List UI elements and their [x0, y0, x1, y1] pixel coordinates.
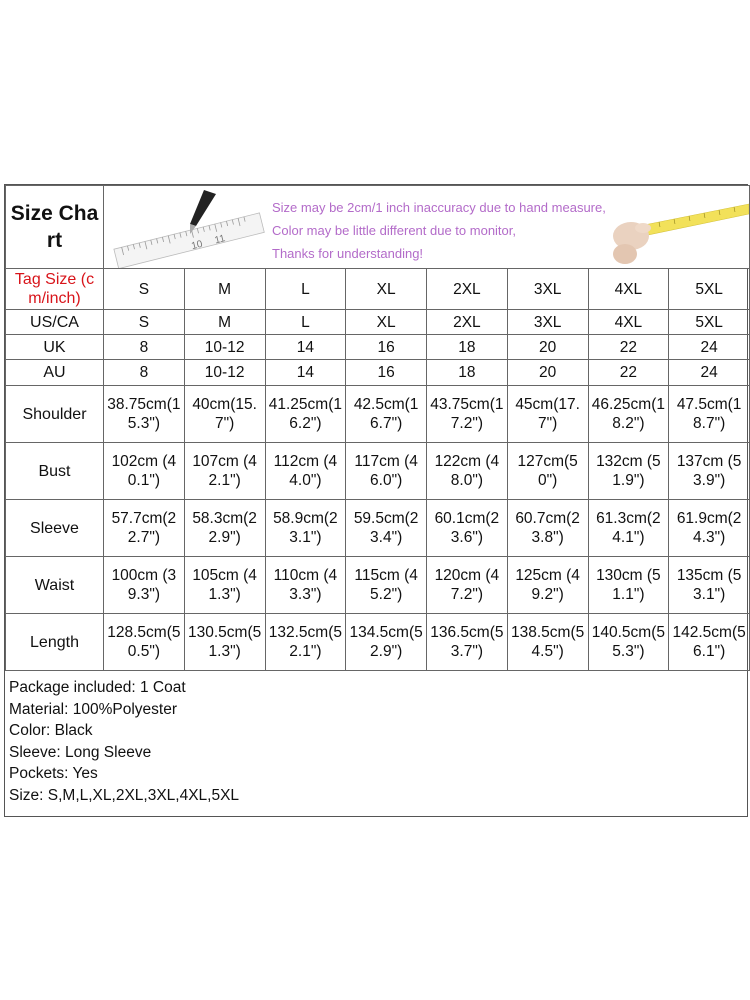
table-cell: 3XL	[507, 310, 588, 335]
table-cell: 22	[588, 360, 669, 386]
table-cell: 14	[265, 335, 346, 360]
row-label: UK	[6, 335, 104, 360]
measurement-notes	[272, 196, 606, 265]
ruler-number-10: 10	[190, 238, 204, 253]
header-row	[6, 186, 750, 269]
tape-measure-icon	[639, 204, 749, 236]
table-cell: 8	[104, 360, 185, 386]
table-row	[6, 310, 750, 335]
row-label: Length	[6, 614, 104, 671]
table-cell: 20	[507, 360, 588, 386]
row-label: AU	[6, 360, 104, 386]
table-cell: 136.5cm(53.7")	[427, 614, 508, 671]
table-cell: 18	[427, 335, 508, 360]
table-cell: 57.7cm(22.7")	[104, 500, 185, 557]
table-cell: 132cm (51.9")	[588, 443, 669, 500]
table-row	[6, 269, 750, 310]
table-cell: 5XL	[669, 310, 750, 335]
table-cell: 46.25cm(18.2")	[588, 386, 669, 443]
table-cell: 24	[669, 360, 750, 386]
chart-title: Size Chart	[6, 186, 104, 269]
table-cell: 130.5cm(51.3")	[184, 614, 265, 671]
row-label: Sleeve	[6, 500, 104, 557]
table-cell: 14	[265, 360, 346, 386]
table-row	[6, 614, 750, 671]
table-cell: 45cm(17.7")	[507, 386, 588, 443]
table-cell: 115cm (45.2")	[346, 557, 427, 614]
table-cell: 5XL	[669, 269, 750, 310]
table-cell: 138.5cm(54.5")	[507, 614, 588, 671]
table-cell: 117cm (46.0")	[346, 443, 427, 500]
table-cell: 43.75cm(17.2")	[427, 386, 508, 443]
table-cell: 61.3cm(24.1")	[588, 500, 669, 557]
table-row	[6, 386, 750, 443]
table-cell: 122cm (48.0")	[427, 443, 508, 500]
note-line: Color may be little different due to monitor,	[272, 223, 516, 238]
info-line: Pockets: Yes	[9, 765, 98, 782]
table-cell: M	[184, 269, 265, 310]
table-cell: 58.9cm(23.1")	[265, 500, 346, 557]
info-line: Sleeve: Long Sleeve	[9, 743, 152, 761]
table-cell: 120cm (47.2")	[427, 557, 508, 614]
table-cell: L	[265, 269, 346, 310]
table-cell: M	[184, 310, 265, 335]
table-cell: 10-12	[184, 360, 265, 386]
table-cell: 102cm (40.1")	[104, 443, 185, 500]
table-cell: 24	[669, 335, 750, 360]
note-line: Thanks for understanding!	[272, 246, 424, 261]
hand-icon	[613, 222, 651, 264]
table-cell: 20	[507, 335, 588, 360]
table-cell: 58.3cm(22.9")	[184, 500, 265, 557]
table-cell: 18	[427, 360, 508, 386]
product-info	[5, 671, 747, 806]
table-cell: 135cm (53.1")	[669, 557, 750, 614]
table-cell: 128.5cm(50.5")	[104, 614, 185, 671]
info-line: Material: 100%Polyester	[9, 700, 177, 718]
table-cell: 2XL	[427, 310, 508, 335]
info-line: Package included: 1 Coat	[9, 679, 186, 696]
size-chart	[4, 184, 748, 817]
table-cell: S	[104, 269, 185, 310]
info-line: Size: S,M,L,XL,2XL,3XL,4XL,5XL	[9, 786, 240, 804]
table-cell: 47.5cm(18.7")	[669, 386, 750, 443]
table-row	[6, 360, 750, 386]
table-cell: 107cm (42.1")	[184, 443, 265, 500]
table-cell: 10-12	[184, 335, 265, 360]
table-cell: 2XL	[427, 269, 508, 310]
table-cell: 134.5cm(52.9")	[346, 614, 427, 671]
row-label: Shoulder	[6, 386, 104, 443]
size-table	[5, 185, 750, 671]
table-cell: 105cm (41.3")	[184, 557, 265, 614]
table-cell: 132.5cm(52.1")	[265, 614, 346, 671]
table-cell: 140.5cm(55.3")	[588, 614, 669, 671]
table-cell: L	[265, 310, 346, 335]
table-row	[6, 557, 750, 614]
table-cell: 60.7cm(23.8")	[507, 500, 588, 557]
table-row	[6, 335, 750, 360]
ruler-number-11: 11	[213, 233, 227, 247]
table-cell: 60.1cm(23.6")	[427, 500, 508, 557]
table-cell: 16	[346, 335, 427, 360]
row-label: Tag Size (cm/inch)	[6, 269, 104, 310]
table-cell: 61.9cm(24.3")	[669, 500, 750, 557]
table-cell: 41.25cm(16.2")	[265, 386, 346, 443]
row-label: Waist	[6, 557, 104, 614]
table-cell: 16	[346, 360, 427, 386]
table-row	[6, 500, 750, 557]
table-cell: 110cm (43.3")	[265, 557, 346, 614]
ruler-pen-illustration	[104, 186, 269, 268]
table-cell: 4XL	[588, 310, 669, 335]
table-cell: 142.5cm(56.1")	[669, 614, 750, 671]
table-cell: 125cm (49.2")	[507, 557, 588, 614]
table-cell: 112cm (44.0")	[265, 443, 346, 500]
table-cell: 4XL	[588, 269, 669, 310]
table-cell: XL	[346, 269, 427, 310]
note-line: Size may be 2cm/1 inch inaccuracy due to hand measure,	[272, 200, 606, 215]
table-cell: 42.5cm(16.7")	[346, 386, 427, 443]
table-cell: S	[104, 310, 185, 335]
table-cell: 40cm(15.7")	[184, 386, 265, 443]
table-cell: 137cm (53.9")	[669, 443, 750, 500]
table-cell: 127cm(50")	[507, 443, 588, 500]
table-row	[6, 443, 750, 500]
banner	[104, 186, 750, 269]
row-label: US/CA	[6, 310, 104, 335]
table-cell: 8	[104, 335, 185, 360]
table-cell: 130cm (51.1")	[588, 557, 669, 614]
table-cell: XL	[346, 310, 427, 335]
tape-measure-illustration	[599, 186, 749, 268]
info-line: Color: Black	[9, 722, 93, 739]
table-cell: 3XL	[507, 269, 588, 310]
table-cell: 100cm (39.3")	[104, 557, 185, 614]
table-cell: 59.5cm(23.4")	[346, 500, 427, 557]
table-cell: 38.75cm(15.3")	[104, 386, 185, 443]
row-label: Bust	[6, 443, 104, 500]
table-cell: 22	[588, 335, 669, 360]
